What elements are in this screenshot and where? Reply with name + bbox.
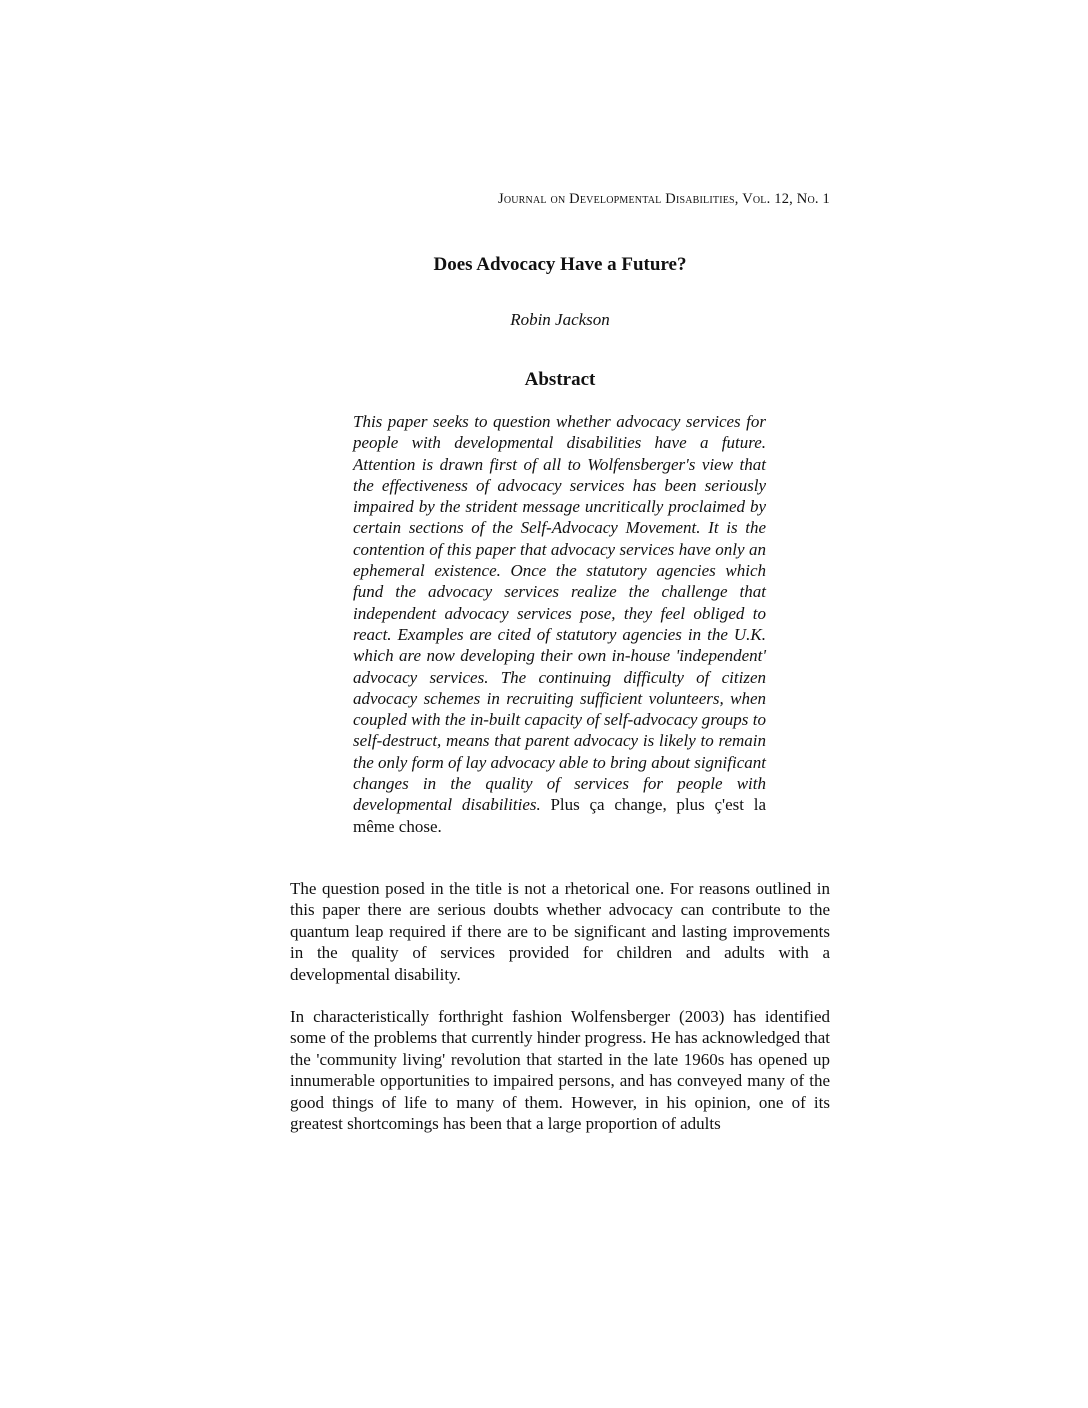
article-title: Does Advocacy Have a Future? <box>433 254 687 275</box>
abstract-closing-phrase: Plus ça change, plus ç'est la même chose. <box>353 795 767 836</box>
body-paragraph: In characteristically forthright fashion Wolfensberger (2003) has identified some of the problems that currently hinder progress. He has acknowledged that the 'community living' revolution that started in the late 1960s has opened up innumerable opportunities to impaired persons, and has conveyed many of the good things of life to many of them. However, in his opinion, one of its greatest shortcomings has been that a large proportion of adults <box>290 1007 830 1134</box>
abstract-italic-text: This paper seeks to question whether advocacy services for people with developmental disabilities have a future. Attention is drawn first of all to Wolfensberger's view that the effectiveness of advocacy services has been seriously impaired by the strident message uncritically proclaimed by certain sections of the Self-Advocacy Movement. It is the contention of this paper that advocacy services have only an ephemeral existence. Once the statutory agencies which fund the advocacy services realize the challenge that independent advocacy services pose, they feel obliged to react. Examples are cited of statutory agencies in the U.K. which are now developing their own in-house 'independent' advocacy services. The continuing difficulty of citizen advocacy schemes in recruiting sufficient volunteers, when coupled with the in-built capacity of self-advocacy groups to self-destruct, means that parent advocacy is likely to remain the only form of lay advocacy able to bring about significant changes in the quality of services for people with developmental disabilities. <box>353 412 766 815</box>
body-paragraph: The question posed in the title is not a rhetorical one. For reasons outlined in this paper there are serious doubts whether advocacy can contribute to the quantum leap required if there are to be significant and lasting improvements in the quality of services provided for children and adults with a developmental disability. <box>290 879 830 984</box>
abstract-heading: Abstract <box>524 369 596 390</box>
author-name: Robin Jackson <box>510 310 610 329</box>
abstract-text <box>353 411 766 837</box>
running-head: Journal on Developmental Disabilities, Vol. 12, No. 1 <box>497 191 830 207</box>
